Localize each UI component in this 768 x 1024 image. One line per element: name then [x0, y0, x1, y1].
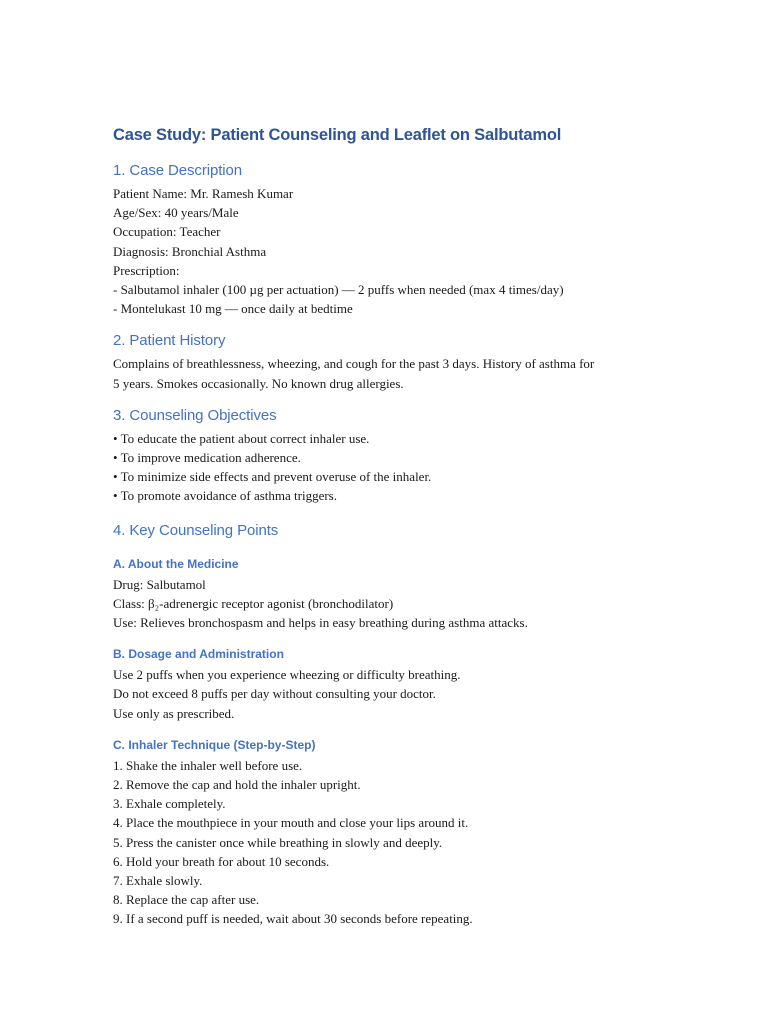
text-line: Use only as prescribed.	[113, 705, 235, 721]
text-line: Use: Relieves bronchospasm and helps in easy breathing during asthma attacks.	[113, 615, 528, 631]
text-line: Complains of breathlessness, wheezing, and cough for the past 3 days. History of asthma for	[113, 356, 595, 372]
step-item: 8. Replace the cap after use.	[113, 892, 260, 908]
section-key-counseling-points	[113, 521, 673, 929]
text-line: Prescription:	[113, 262, 180, 278]
step-item: 5. Press the canister once while breathing in slowly and deeply.	[113, 834, 443, 850]
text-line: Patient Name: Mr. Ramesh Kumar	[113, 186, 294, 201]
section-case-description	[113, 161, 673, 318]
text-line: Drug: Salbutamol	[113, 576, 206, 592]
text-line: Use 2 puffs when you experience wheezing or difficulty breathing.	[113, 667, 461, 683]
text-line: Do not exceed 8 puffs per day without consulting your doctor.	[113, 686, 436, 702]
text-line: Diagnosis: Bronchial Asthma	[113, 243, 267, 259]
text-line: Age/Sex: 40 years/Male	[113, 205, 239, 221]
bullet-item: • To educate the patient about correct inhaler use.	[113, 430, 370, 446]
document-content	[113, 124, 673, 929]
section-heading: 4. Key Counseling Points	[113, 521, 279, 539]
text-line: - Salbutamol inhaler (100 µg per actuation) — 2 puffs when needed (max 4 times/day)	[113, 282, 564, 298]
text-line: - Montelukast 10 mg — once daily at bedtime	[113, 301, 353, 317]
subsection-heading: C. Inhaler Technique (Step-by-Step)	[113, 737, 316, 752]
subsection-dosage	[113, 646, 673, 723]
bullet-item: • To promote avoidance of asthma triggers.	[113, 488, 337, 504]
section-heading: 2. Patient History	[113, 332, 226, 350]
section-patient-history	[113, 331, 673, 392]
section-heading: 1. Case Description	[113, 162, 242, 179]
subsection-inhaler-technique	[113, 737, 673, 929]
subsection-heading: B. Dosage and Administration	[113, 647, 284, 662]
text-line: Occupation: Teacher	[113, 224, 221, 240]
step-item: 4. Place the mouthpiece in your mouth and close your lips around it.	[113, 815, 469, 831]
step-item: 1. Shake the inhaler well before use.	[113, 757, 303, 773]
step-item: 6. Hold your breath for about 10 seconds.	[113, 853, 330, 869]
subsection-heading: A. About the Medicine	[113, 556, 239, 571]
bullet-item: • To minimize side effects and prevent overuse of the inhaler.	[113, 469, 432, 485]
step-item: 7. Exhale slowly.	[113, 873, 203, 889]
text-line: 5 years. Smokes occasionally. No known drug allergies.	[113, 375, 404, 391]
text-line: Class: β₂-adrenergic receptor agonist (bronchodilator)	[113, 595, 394, 611]
section-heading: 3. Counseling Objectives	[113, 406, 277, 424]
step-item: 9. If a second puff is needed, wait about 30 seconds before repeating.	[113, 911, 473, 927]
step-item: 2. Remove the cap and hold the inhaler upright.	[113, 777, 361, 793]
section-counseling-objectives	[113, 406, 673, 506]
bullet-item: • To improve medication adherence.	[113, 450, 301, 466]
subsection-about-medicine	[113, 556, 673, 633]
step-item: 3. Exhale completely.	[113, 796, 226, 812]
document-title: Case Study: Patient Counseling and Leaflet on Salbutamol	[113, 126, 562, 144]
